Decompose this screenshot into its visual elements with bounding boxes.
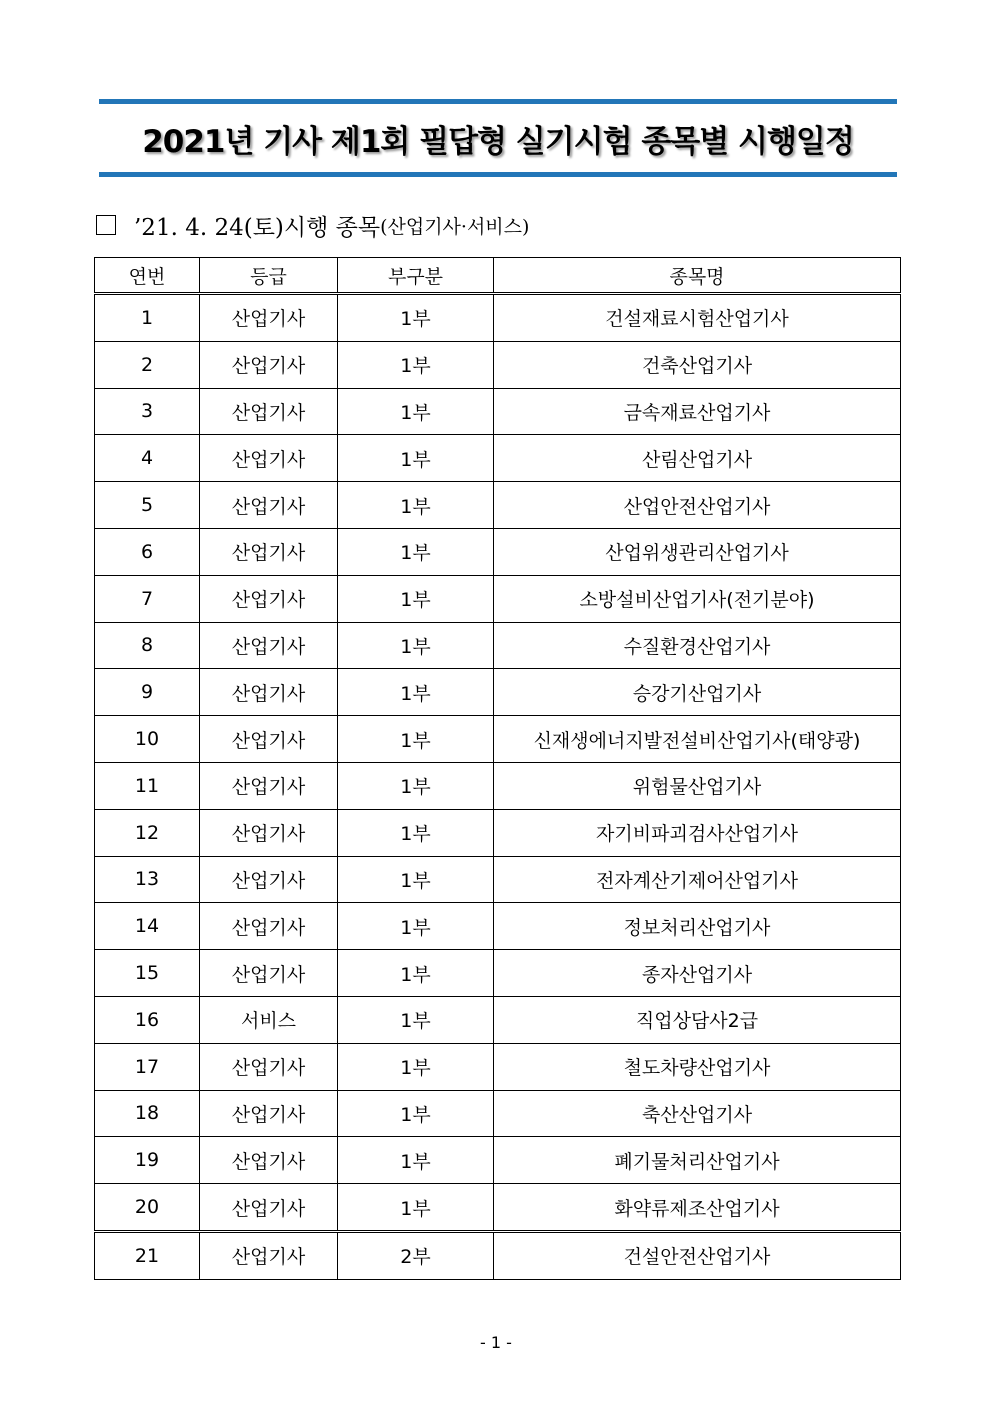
cell-subject: 소방설비산업기사(전기분야) [494, 575, 901, 622]
cell-number: 7 [95, 575, 200, 622]
table-row [95, 950, 901, 997]
cell-session: 1부 [338, 294, 494, 342]
cell-session: 1부 [338, 482, 494, 529]
table-row [95, 622, 901, 669]
header-number: 연번 [95, 258, 200, 294]
table-row [95, 294, 901, 342]
cell-number: 9 [95, 669, 200, 716]
cell-session: 1부 [338, 903, 494, 950]
cell-grade: 산업기사 [200, 528, 338, 575]
section-date-label: ’21. 4. 24(토)시행 종목 [134, 214, 381, 241]
cell-grade: 산업기사 [200, 1231, 338, 1279]
header-subject: 종목명 [494, 258, 901, 294]
cell-grade: 산업기사 [200, 903, 338, 950]
cell-grade: 산업기사 [200, 622, 338, 669]
table-row [95, 575, 901, 622]
table-row [95, 388, 901, 435]
cell-subject: 산림산업기사 [494, 435, 901, 482]
cell-subject: 건설재료시험산업기사 [494, 294, 901, 342]
cell-session: 1부 [338, 950, 494, 997]
cell-subject: 전자계산기제어산업기사 [494, 856, 901, 903]
cell-number: 1 [95, 294, 200, 342]
cell-subject: 건축산업기사 [494, 341, 901, 388]
cell-number: 5 [95, 482, 200, 529]
title-bottom-bar [99, 172, 897, 177]
cell-grade: 산업기사 [200, 294, 338, 342]
cell-number: 15 [95, 950, 200, 997]
cell-number: 13 [95, 856, 200, 903]
cell-subject: 승강기산업기사 [494, 669, 901, 716]
cell-subject: 축산산업기사 [494, 1090, 901, 1137]
cell-number: 2 [95, 341, 200, 388]
table-row [95, 1090, 901, 1137]
cell-grade: 산업기사 [200, 1043, 338, 1090]
section-sub-label: (산업기사·서비스) [380, 215, 530, 238]
cell-session: 1부 [338, 716, 494, 763]
cell-session: 1부 [338, 996, 494, 1043]
cell-grade: 산업기사 [200, 716, 338, 763]
table-row [95, 1043, 901, 1090]
header-session: 부구분 [338, 258, 494, 294]
checkbox-icon [96, 215, 116, 235]
cell-grade: 산업기사 [200, 575, 338, 622]
cell-grade: 산업기사 [200, 341, 338, 388]
table-row [95, 903, 901, 950]
cell-subject: 금속재료산업기사 [494, 388, 901, 435]
cell-subject: 폐기물처리산업기사 [494, 1137, 901, 1184]
table-row [95, 996, 901, 1043]
cell-number: 8 [95, 622, 200, 669]
cell-session: 1부 [338, 435, 494, 482]
cell-session: 1부 [338, 856, 494, 903]
table-row [95, 1137, 901, 1184]
table-row [95, 809, 901, 856]
table-row [95, 669, 901, 716]
cell-session: 1부 [338, 1043, 494, 1090]
table-row [95, 856, 901, 903]
table-row [95, 482, 901, 529]
cell-number: 11 [95, 762, 200, 809]
table-header-row [95, 258, 901, 294]
table-row [95, 1184, 901, 1232]
cell-grade: 산업기사 [200, 809, 338, 856]
cell-subject: 종자산업기사 [494, 950, 901, 997]
cell-session: 1부 [338, 1090, 494, 1137]
cell-subject: 건설안전산업기사 [494, 1231, 901, 1279]
cell-number: 3 [95, 388, 200, 435]
cell-grade: 산업기사 [200, 388, 338, 435]
schedule-table [94, 257, 901, 1280]
cell-subject: 산업위생관리산업기사 [494, 528, 901, 575]
cell-session: 1부 [338, 1184, 494, 1232]
cell-session: 1부 [338, 669, 494, 716]
cell-number: 19 [95, 1137, 200, 1184]
cell-number: 16 [95, 996, 200, 1043]
page-title: 2021년 기사 제1회 필답형 실기시험 종목별 시행일정 [142, 123, 854, 160]
cell-session: 1부 [338, 575, 494, 622]
cell-number: 21 [95, 1231, 200, 1279]
cell-subject: 신재생에너지발전설비산업기사(태양광) [494, 716, 901, 763]
cell-grade: 산업기사 [200, 950, 338, 997]
cell-session: 1부 [338, 388, 494, 435]
table-row [95, 341, 901, 388]
cell-subject: 자기비파괴검사산업기사 [494, 809, 901, 856]
cell-number: 12 [95, 809, 200, 856]
cell-session: 1부 [338, 528, 494, 575]
cell-session: 1부 [338, 341, 494, 388]
cell-grade: 산업기사 [200, 1184, 338, 1232]
cell-subject: 직업상담사2급 [494, 996, 901, 1043]
cell-number: 17 [95, 1043, 200, 1090]
cell-number: 4 [95, 435, 200, 482]
cell-grade: 서비스 [200, 996, 338, 1043]
page-number: - 1 - [480, 1333, 512, 1352]
section-heading [96, 205, 529, 245]
table-row [95, 528, 901, 575]
cell-subject: 화약류제조산업기사 [494, 1184, 901, 1232]
cell-session: 1부 [338, 1137, 494, 1184]
cell-session: 2부 [338, 1231, 494, 1279]
cell-subject: 수질환경산업기사 [494, 622, 901, 669]
table-row [95, 435, 901, 482]
header-grade: 등급 [200, 258, 338, 294]
cell-grade: 산업기사 [200, 762, 338, 809]
cell-number: 20 [95, 1184, 200, 1232]
table-row [95, 762, 901, 809]
cell-session: 1부 [338, 622, 494, 669]
cell-number: 10 [95, 716, 200, 763]
cell-grade: 산업기사 [200, 1090, 338, 1137]
cell-grade: 산업기사 [200, 669, 338, 716]
cell-grade: 산업기사 [200, 435, 338, 482]
cell-grade: 산업기사 [200, 1137, 338, 1184]
table-row [95, 716, 901, 763]
cell-subject: 위험물산업기사 [494, 762, 901, 809]
cell-session: 1부 [338, 762, 494, 809]
cell-session: 1부 [338, 809, 494, 856]
table-row [95, 1231, 901, 1279]
cell-number: 6 [95, 528, 200, 575]
cell-subject: 정보처리산업기사 [494, 903, 901, 950]
cell-grade: 산업기사 [200, 856, 338, 903]
cell-grade: 산업기사 [200, 482, 338, 529]
cell-subject: 철도차량산업기사 [494, 1043, 901, 1090]
cell-number: 14 [95, 903, 200, 950]
cell-number: 18 [95, 1090, 200, 1137]
cell-subject: 산업안전산업기사 [494, 482, 901, 529]
